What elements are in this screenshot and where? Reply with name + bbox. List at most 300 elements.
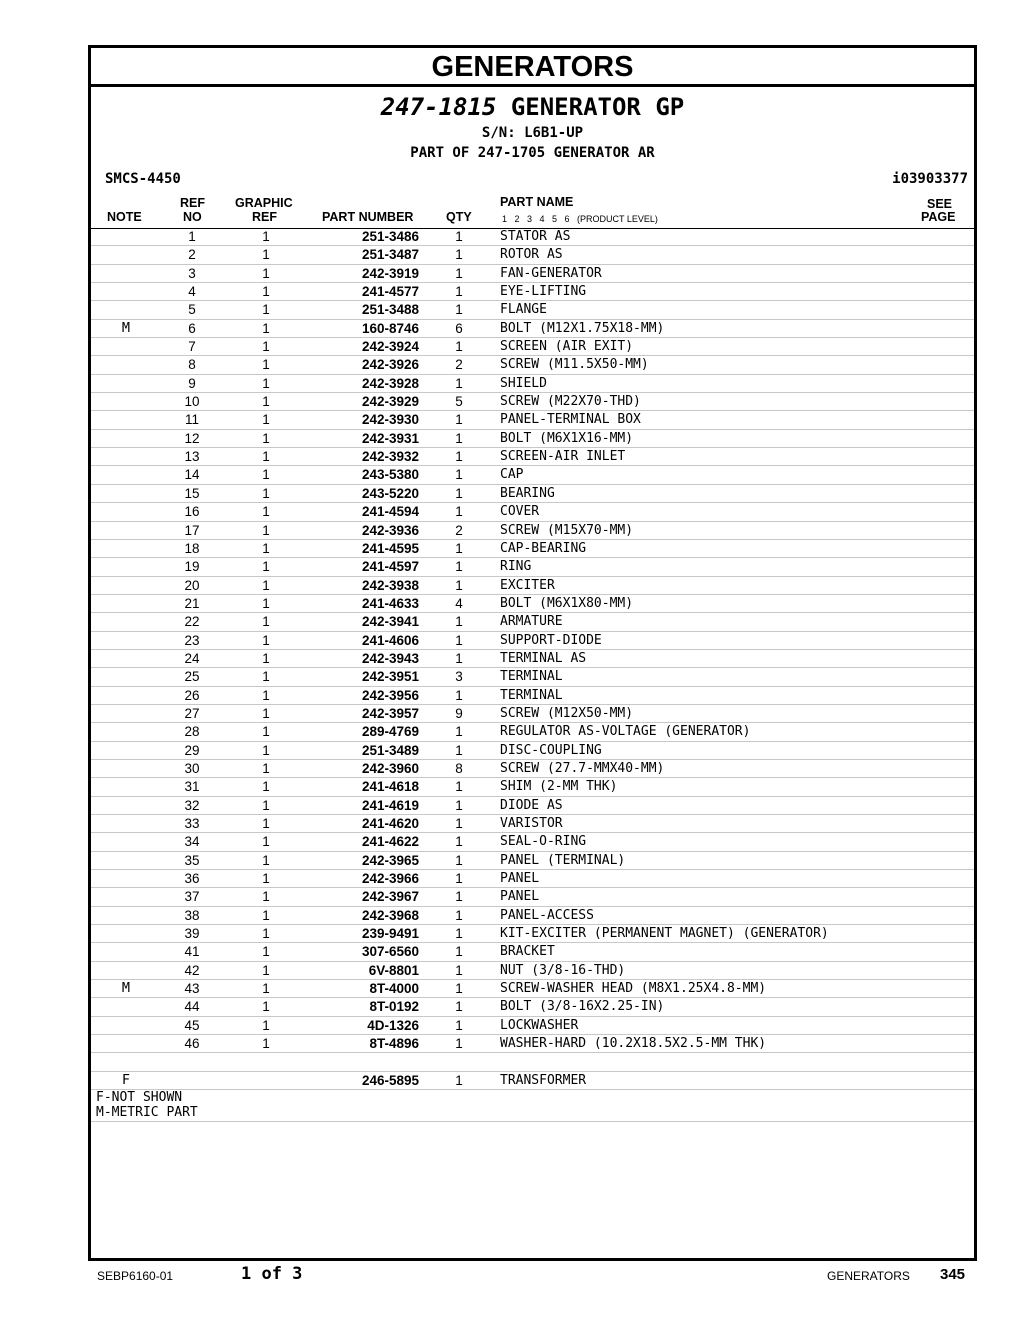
part-number-cell: 241-4594: [361, 504, 419, 520]
ref-cell: 28: [184, 724, 200, 740]
ref-cell: 35: [184, 852, 200, 868]
table-row: [91, 870, 974, 888]
table-row: [91, 760, 974, 778]
qty-cell: 1: [455, 577, 463, 593]
part-name-cell: EYE-LIFTING: [500, 284, 587, 300]
part-name-cell: KIT-EXCITER (PERMANENT MAGNET) (GENERATOR): [500, 926, 829, 942]
graphic-ref-cell: 1: [262, 944, 270, 960]
qty-cell: 1: [455, 871, 463, 887]
qty-cell: 1: [455, 1072, 463, 1088]
ref-cell: 8: [188, 357, 196, 373]
part-name-cell: DIODE AS: [500, 797, 563, 813]
part-name-cell: STATOR AS: [500, 229, 571, 244]
graphic-ref-cell: 1: [262, 357, 270, 373]
table-row: [91, 815, 974, 833]
part-name-cell: SHIELD: [500, 375, 547, 391]
header-graphic-bottom: REF: [252, 210, 277, 224]
part-name-cell: REGULATOR AS-VOLTAGE (GENERATOR): [500, 724, 751, 740]
graphic-ref-cell: 1: [262, 284, 270, 300]
part-name-cell: TERMINAL AS: [500, 650, 587, 666]
qty-cell: 5: [455, 394, 463, 410]
ref-cell: 6: [188, 320, 196, 336]
part-name-cell: FAN-GENERATOR: [500, 265, 602, 281]
note-line: M-METRIC PART: [96, 1105, 198, 1121]
note-cell: F: [121, 1071, 131, 1088]
table-row: [91, 723, 974, 741]
part-name-cell: PANEL: [500, 871, 540, 887]
table-row: [91, 265, 974, 283]
qty-cell: 1: [455, 540, 463, 556]
part-name-cell: RING: [500, 559, 532, 575]
smcs-code: SMCS-4450: [105, 171, 181, 187]
graphic-ref-cell: 1: [262, 320, 270, 336]
ref-cell: 7: [188, 339, 196, 355]
part-number-cell: 241-4577: [361, 284, 419, 300]
ref-cell: 41: [184, 944, 200, 960]
part-name-cell: SCREEN-AIR INLET: [500, 449, 626, 465]
part-name-cell: SCREW (M12X50-MM): [500, 705, 634, 721]
part-name-cell: BOLT (M6X1X16-MM): [500, 430, 634, 446]
graphic-ref-cell: 1: [262, 559, 270, 575]
part-name-cell: PANEL (TERMINAL): [500, 852, 626, 868]
table-row: [91, 448, 974, 466]
part-number-cell: 242-3943: [361, 650, 419, 666]
part-name-cell: TERMINAL: [500, 669, 563, 685]
ref-cell: 31: [184, 779, 200, 795]
header-ref-bottom: NO: [183, 210, 202, 224]
table-row: [91, 338, 974, 356]
qty-cell: 1: [455, 779, 463, 795]
part-number-cell: 242-3965: [361, 852, 419, 868]
part-name-cell: EXCITER: [500, 577, 555, 593]
table-row: [91, 558, 974, 576]
graphic-ref-cell: 1: [262, 595, 270, 611]
graphic-ref-cell: 1: [262, 871, 270, 887]
qty-cell: 1: [455, 284, 463, 300]
ref-cell: 32: [184, 797, 200, 813]
ref-cell: 9: [188, 375, 196, 391]
graphic-ref-cell: 1: [262, 449, 270, 465]
table-row: [91, 778, 974, 796]
part-name-cell: LOCKWASHER: [500, 1017, 579, 1033]
table-row: [91, 503, 974, 521]
ref-cell: 37: [184, 889, 200, 905]
qty-cell: 8: [455, 760, 463, 776]
ref-cell: 1: [188, 229, 196, 244]
part-number-cell: 242-3938: [361, 577, 419, 593]
graphic-ref-cell: 1: [262, 907, 270, 923]
ref-cell: 16: [184, 504, 200, 520]
graphic-ref-cell: 1: [262, 302, 270, 318]
part-number-cell: 242-3931: [361, 430, 419, 446]
note-cell: M: [121, 319, 131, 336]
ref-cell: 13: [184, 449, 200, 465]
part-number-cell: 241-4595: [361, 540, 419, 556]
ref-cell: 11: [184, 412, 199, 428]
part-number-cell: 242-3956: [361, 687, 419, 703]
ref-cell: 23: [184, 632, 200, 648]
qty-cell: 3: [455, 669, 463, 685]
part-number-cell: 242-3928: [361, 375, 419, 391]
qty-cell: 1: [455, 412, 463, 428]
part-number-cell: 307-6560: [361, 944, 419, 960]
qty-cell: 1: [455, 816, 463, 831]
part-number-cell: 242-3930: [361, 412, 419, 428]
table-row: [91, 687, 974, 705]
graphic-ref-cell: 1: [262, 485, 270, 501]
table-row: [91, 852, 974, 870]
footer-section: GENERATORS: [827, 1269, 910, 1283]
group-number: 247-1815: [380, 93, 497, 121]
part-number-cell: 242-3968: [361, 907, 419, 923]
part-name-cell: CAP-BEARING: [500, 540, 587, 556]
qty-cell: 1: [455, 1017, 463, 1033]
ref-cell: 43: [184, 981, 200, 997]
qty-cell: 1: [455, 467, 463, 483]
table-row: [91, 962, 974, 980]
part-name-cell: BOLT (3/8-16X2.25-IN): [500, 999, 665, 1015]
table-row: [91, 411, 974, 429]
footer-doc: SEBP6160-01: [97, 1269, 174, 1283]
graphic-ref-cell: 1: [262, 742, 270, 758]
part-number-cell: 242-3966: [361, 871, 419, 887]
qty-cell: 6: [455, 320, 463, 336]
table-row: [91, 833, 974, 851]
group-name: GENERATOR GP: [510, 93, 685, 121]
part-number-cell: 241-4620: [361, 816, 419, 831]
ref-cell: 36: [184, 871, 200, 887]
header-part-name: PART NAME: [500, 195, 574, 209]
part-number-cell: 241-4633: [361, 595, 419, 611]
graphic-ref-cell: 1: [262, 962, 270, 978]
graphic-ref-cell: 1: [262, 614, 270, 630]
part-number-cell: 8T-0192: [369, 999, 419, 1015]
table-row: [91, 375, 974, 393]
part-name-cell: FLANGE: [500, 302, 547, 318]
part-number-cell: 243-5220: [361, 485, 419, 501]
table-row: [91, 485, 974, 503]
table-row: [91, 980, 974, 998]
part-name-cell: BOLT (M12X1.75X18-MM): [500, 320, 665, 336]
part-number-cell: 242-3924: [361, 339, 419, 355]
header-see-bottom: PAGE: [921, 210, 956, 224]
graphic-ref-cell: 1: [262, 1036, 270, 1052]
graphic-ref-cell: 1: [262, 632, 270, 648]
part-number-cell: 242-3957: [361, 705, 419, 721]
ref-cell: 24: [184, 650, 200, 666]
ref-cell: 29: [184, 742, 200, 758]
part-number-cell: 242-3919: [361, 265, 419, 281]
qty-cell: 1: [455, 926, 463, 942]
part-number-cell: 246-5895: [361, 1072, 419, 1088]
graphic-ref-cell: 1: [262, 650, 270, 666]
qty-cell: 1: [455, 724, 463, 740]
ref-cell: 45: [184, 1017, 200, 1033]
table-row: [91, 888, 974, 906]
serial-number: S/N: L6B1-UP: [481, 125, 584, 141]
part-name-cell: ARMATURE: [500, 614, 563, 630]
table-row: [91, 301, 974, 319]
graphic-ref-cell: 1: [262, 797, 270, 813]
part-number-cell: 241-4597: [361, 559, 419, 575]
qty-cell: 9: [455, 705, 463, 721]
ref-cell: 14: [184, 467, 200, 483]
qty-cell: 1: [455, 265, 463, 281]
notes-block: [91, 1090, 974, 1122]
table-row: [91, 393, 974, 411]
part-number-cell: 242-3967: [361, 889, 419, 905]
part-number-cell: 242-3936: [361, 522, 419, 538]
graphic-ref-cell: 1: [262, 265, 270, 281]
table-row: [91, 998, 974, 1016]
qty-cell: 1: [455, 449, 463, 465]
qty-cell: 1: [455, 981, 463, 997]
part-name-cell: NUT (3/8-16-THD): [500, 962, 626, 978]
qty-cell: 1: [455, 614, 463, 630]
qty-cell: 1: [455, 485, 463, 501]
header-note: NOTE: [107, 210, 142, 224]
qty-cell: 1: [455, 632, 463, 648]
ref-cell: 3: [188, 265, 196, 281]
part-number-cell: 8T-4896: [369, 1036, 419, 1052]
part-name-cell: TERMINAL: [500, 687, 563, 703]
ref-cell: 15: [184, 485, 200, 501]
qty-cell: 1: [455, 889, 463, 905]
part-name-cell: PANEL-TERMINAL BOX: [500, 412, 641, 428]
table-row: [91, 320, 974, 338]
graphic-ref-cell: 1: [262, 540, 270, 556]
ref-cell: 17: [184, 522, 200, 538]
group-title: [91, 92, 974, 122]
part-of: PART OF 247-1705 GENERATOR AR: [410, 145, 655, 161]
table-row: [91, 356, 974, 374]
header-product-levels: 1 2 3 4 5 6 (PRODUCT LEVEL): [502, 214, 658, 224]
qty-cell: 1: [455, 944, 463, 960]
part-number-cell: 241-4622: [361, 834, 419, 850]
graphic-ref-cell: 1: [262, 229, 270, 244]
part-number-cell: 241-4618: [361, 779, 419, 795]
part-name-cell: SCREW (27.7-MMX40-MM): [500, 760, 665, 776]
graphic-ref-cell: 1: [262, 522, 270, 538]
graphic-ref-cell: 1: [262, 467, 270, 483]
qty-cell: 1: [455, 650, 463, 666]
ref-cell: 39: [184, 926, 200, 942]
table-row: [91, 742, 974, 760]
table-row: [91, 283, 974, 301]
ref-cell: 22: [184, 614, 200, 630]
part-name-cell: ROTOR AS: [500, 247, 563, 263]
qty-cell: 2: [455, 522, 463, 538]
part-number-cell: 251-3486: [361, 229, 419, 244]
qty-cell: 1: [455, 1036, 463, 1052]
part-number-cell: 251-3489: [361, 742, 419, 758]
ref-cell: 4: [188, 284, 196, 300]
graphic-ref-cell: 1: [262, 504, 270, 520]
part-name-cell: SCREW-WASHER HEAD (M8X1.25X4.8-MM): [500, 981, 767, 997]
ref-cell: 25: [184, 669, 200, 685]
table-row: [91, 522, 974, 540]
table-row: [91, 668, 974, 686]
ref-cell: 20: [184, 577, 200, 593]
part-number-cell: 160-8746: [361, 320, 419, 336]
ref-cell: 12: [184, 430, 200, 446]
table-row: [91, 650, 974, 668]
graphic-ref-cell: 1: [262, 375, 270, 391]
table-row: [91, 1035, 974, 1053]
ref-cell: 5: [188, 302, 196, 318]
part-number-cell: 242-3941: [361, 614, 419, 630]
qty-cell: 1: [455, 797, 463, 813]
ref-cell: 44: [184, 999, 200, 1015]
qty-cell: 1: [455, 504, 463, 520]
qty-cell: 2: [455, 357, 463, 373]
table-row: [91, 632, 974, 650]
part-name-cell: SCREEN (AIR EXIT): [500, 339, 634, 355]
part-number-cell: 251-3488: [361, 302, 419, 318]
qty-cell: 1: [455, 430, 463, 446]
part-name-cell: WASHER-HARD (10.2X18.5X2.5-MM THK): [500, 1036, 767, 1052]
part-name-cell: PANEL-ACCESS: [500, 907, 594, 923]
part-name-cell: BEARING: [500, 485, 555, 501]
part-number-cell: 242-3960: [361, 760, 419, 776]
qty-cell: 1: [455, 375, 463, 391]
part-name-cell: SEAL-O-RING: [500, 834, 587, 850]
graphic-ref-cell: 1: [262, 705, 270, 721]
part-name-cell: BRACKET: [500, 944, 555, 960]
graphic-ref-cell: 1: [262, 687, 270, 703]
part-name-cell: PANEL: [500, 889, 540, 905]
table-row: [91, 228, 974, 246]
table-row: [91, 1053, 974, 1071]
graphic-ref-cell: 1: [262, 852, 270, 868]
qty-cell: 4: [455, 595, 463, 611]
table-row: [91, 466, 974, 484]
footer-page-of: 1 of 3: [241, 1264, 303, 1284]
qty-cell: 1: [455, 907, 463, 923]
table-row: [91, 943, 974, 961]
part-name-cell: SCREW (M15X70-MM): [500, 522, 634, 538]
graphic-ref-cell: 1: [262, 339, 270, 355]
table-row: [91, 595, 974, 613]
footer-page-number: 345: [940, 1266, 966, 1283]
qty-cell: 1: [455, 229, 463, 244]
graphic-ref-cell: 1: [262, 394, 270, 410]
graphic-ref-cell: 1: [262, 247, 270, 263]
ref-cell: 42: [184, 962, 200, 978]
table-row: [91, 540, 974, 558]
part-name-cell: DISC-COUPLING: [500, 742, 602, 758]
part-number-cell: 242-3929: [361, 394, 419, 410]
qty-cell: 1: [455, 962, 463, 978]
qty-cell: 1: [455, 339, 463, 355]
qty-cell: 1: [455, 687, 463, 703]
part-number-cell: 239-9491: [361, 926, 419, 942]
table-row: [91, 797, 974, 815]
graphic-ref-cell: 1: [262, 577, 270, 593]
header-part-number: PART NUMBER: [322, 210, 414, 224]
qty-cell: 1: [455, 247, 463, 263]
header-see-top: SEE: [927, 197, 953, 211]
part-number-cell: 242-3926: [361, 357, 419, 373]
part-name-cell: TRANSFORMER: [500, 1072, 587, 1088]
table-row: [91, 577, 974, 595]
header-ref-top: REF: [180, 196, 205, 210]
note-line: F-NOT SHOWN: [96, 1090, 183, 1106]
part-name-cell: SHIM (2-MM THK): [500, 779, 618, 795]
table-header: [91, 194, 974, 229]
doc-id: i03903377: [892, 171, 968, 187]
graphic-ref-cell: 1: [262, 430, 270, 446]
graphic-ref-cell: 1: [262, 669, 270, 685]
ref-cell: 10: [184, 394, 200, 410]
part-number-cell: 251-3487: [361, 247, 419, 263]
graphic-ref-cell: 1: [262, 926, 270, 942]
part-number-cell: 241-4606: [361, 632, 419, 648]
part-number-cell: 242-3951: [361, 669, 419, 685]
graphic-ref-cell: 1: [262, 724, 270, 740]
table-row: [91, 925, 974, 943]
part-number-cell: 242-3932: [361, 449, 419, 465]
graphic-ref-cell: 1: [262, 999, 270, 1015]
graphic-ref-cell: 1: [262, 1017, 270, 1033]
table-row: [91, 1072, 974, 1090]
graphic-ref-cell: 1: [262, 889, 270, 905]
qty-cell: 1: [455, 999, 463, 1015]
header-graphic-top: GRAPHIC: [235, 196, 293, 210]
part-name-cell: BOLT (M6X1X80-MM): [500, 595, 634, 611]
header-qty: QTY: [446, 210, 472, 224]
table-row: [91, 907, 974, 925]
table-row: [91, 246, 974, 264]
page-frame: [88, 45, 977, 1261]
graphic-ref-cell: 1: [262, 779, 270, 795]
table-row: [91, 613, 974, 631]
note-cell: M: [121, 980, 131, 997]
part-name-cell: SUPPORT-DIODE: [500, 632, 602, 648]
ref-cell: 30: [184, 760, 200, 776]
qty-cell: 1: [455, 852, 463, 868]
part-name-cell: VARISTOR: [500, 816, 563, 831]
graphic-ref-cell: 1: [262, 981, 270, 997]
ref-cell: 2: [188, 247, 196, 263]
table-row: [91, 705, 974, 723]
qty-cell: 1: [455, 559, 463, 575]
table-row: [91, 1017, 974, 1035]
graphic-ref-cell: 1: [262, 834, 270, 850]
part-name-cell: CAP: [500, 467, 524, 483]
ref-cell: 34: [184, 834, 200, 850]
part-number-cell: 6V-8801: [368, 962, 419, 978]
part-name-cell: COVER: [500, 504, 540, 520]
ref-cell: 33: [184, 816, 200, 831]
ref-cell: 38: [184, 907, 200, 923]
ref-cell: 27: [184, 705, 200, 721]
part-number-cell: 8T-4000: [369, 981, 419, 997]
qty-cell: 1: [455, 834, 463, 850]
ref-cell: 26: [184, 687, 200, 703]
part-number-cell: 243-5380: [361, 467, 419, 483]
ref-cell: 19: [184, 559, 200, 575]
graphic-ref-cell: 1: [262, 760, 270, 776]
graphic-ref-cell: 1: [262, 412, 270, 428]
qty-cell: 1: [455, 742, 463, 758]
table-row: [91, 430, 974, 448]
part-number-cell: 4D-1326: [367, 1017, 419, 1033]
parts-table: [91, 228, 974, 1122]
qty-cell: 1: [455, 302, 463, 318]
part-name-cell: SCREW (M22X70-THD): [500, 394, 641, 410]
ref-cell: 46: [184, 1036, 200, 1052]
